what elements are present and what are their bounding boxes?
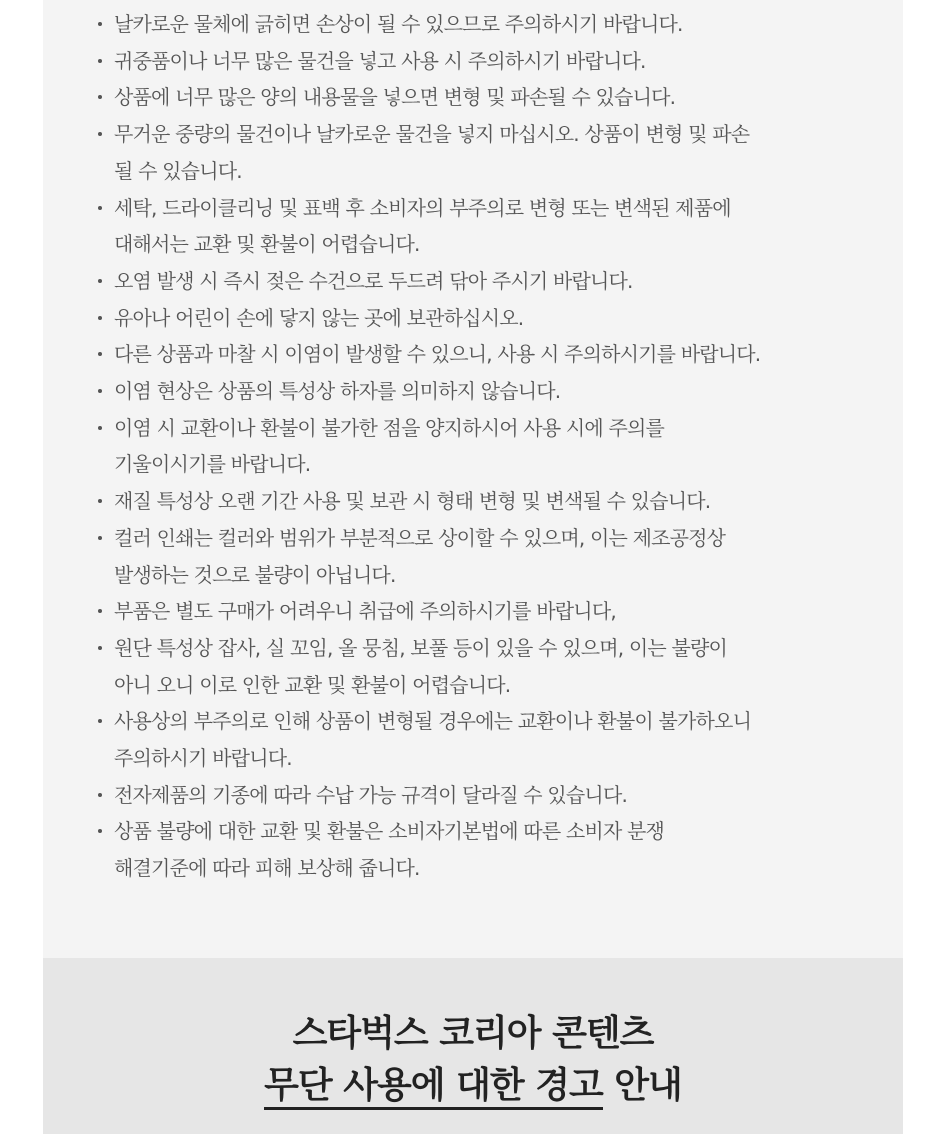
notice-item	[94, 777, 854, 814]
notice-item	[94, 6, 854, 43]
bullet-dot-icon	[98, 609, 102, 613]
notice-text-line: 이염 시 교환이나 환불이 불가한 점을 양지하시어 사용 시에 주의를	[114, 415, 665, 440]
bullet-dot-icon	[98, 206, 102, 210]
bullet-dot-icon	[98, 426, 102, 430]
notice-text-line: 상품에 너무 많은 양의 내용물을 넣으면 변형 및 파손될 수 있습니다.	[114, 85, 676, 110]
notice-text-line: 기울이시기를 바랍니다.	[114, 452, 311, 477]
notice-item	[94, 520, 854, 593]
notice-text-line: 사용상의 부주의로 인해 상품이 변형될 경우에는 교환이나 환불이 불가하오니	[114, 709, 752, 734]
notice-item	[94, 300, 854, 337]
notice-item	[94, 593, 854, 630]
bullet-dot-icon	[98, 389, 102, 393]
notice-item	[94, 410, 854, 483]
notice-item	[94, 116, 854, 189]
bullet-dot-icon	[98, 499, 102, 503]
notice-text-line: 세탁, 드라이클리닝 및 표백 후 소비자의 부주의로 변형 또는 변색된 제품에	[114, 195, 731, 220]
bullet-dot-icon	[98, 279, 102, 283]
notice-item	[94, 79, 854, 116]
notice-text-line: 다른 상품과 마찰 시 이염이 발생할 수 있으니, 사용 시 주의하시기를 바랍니다.	[114, 342, 761, 367]
warning-title-line-1: 스타벅스 코리아 콘텐츠	[292, 1013, 654, 1054]
notice-text-line: 날카로운 물체에 긁히면 손상이 될 수 있으므로 주의하시기 바랍니다.	[114, 12, 683, 36]
bullet-dot-icon	[98, 59, 102, 63]
bullet-dot-icon	[98, 352, 102, 356]
caution-notice-list	[94, 6, 854, 887]
notice-text-line: 상품 불량에 대한 교환 및 환불은 소비자기본법에 따른 소비자 분쟁	[114, 819, 665, 844]
notice-item	[94, 373, 854, 410]
notice-text-line: 귀중품이나 너무 많은 물건을 넣고 사용 시 주의하시기 바랍니다.	[114, 48, 646, 73]
warning-title	[43, 1008, 903, 1112]
bullet-dot-icon	[98, 132, 102, 136]
notice-text-line: 발생하는 것으로 불량이 아닙니다.	[114, 562, 396, 587]
notice-text-line: 주의하시기 바랍니다.	[114, 746, 292, 771]
notice-item	[94, 336, 854, 373]
notice-text-line: 오염 발생 시 즉시 젖은 수건으로 두드려 닦아 주시기 바랍니다.	[114, 268, 633, 293]
notice-item	[94, 483, 854, 520]
warning-title-line-2	[43, 1060, 903, 1112]
notice-text-line: 컬러 인쇄는 컬러와 범위가 부분적으로 상이할 수 있으며, 이는 제조공정상	[114, 525, 726, 550]
notice-text-line: 유아나 어린이 손에 닿지 않는 곳에 보관하십시오.	[114, 305, 524, 330]
notice-text-line: 전자제품의 기종에 따라 수납 가능 규격이 달라질 수 있습니다.	[114, 782, 628, 807]
notice-item	[94, 813, 854, 886]
bullet-dot-icon	[98, 316, 102, 320]
notice-text-line: 될 수 있습니다.	[114, 158, 242, 183]
warning-title-suffix: 안내	[602, 1065, 682, 1106]
notice-item	[94, 703, 854, 776]
notice-item	[94, 43, 854, 80]
notice-text-line: 무거운 중량의 물건이나 날카로운 물건을 넣지 마십시오. 상품이 변형 및 파손	[114, 122, 750, 147]
bullet-dot-icon	[98, 536, 102, 540]
notice-item	[94, 190, 854, 263]
bullet-dot-icon	[98, 95, 102, 99]
warning-title-underlined-text: 무단 사용에 대한 경고	[264, 1065, 603, 1110]
notice-text-line: 아니 오니 이로 인한 교환 및 환불이 어렵습니다.	[114, 672, 511, 697]
notice-text-line: 부품은 별도 구매가 어려우니 취급에 주의하시기를 바랍니다,	[114, 599, 616, 624]
warning-banner	[43, 958, 903, 1134]
notice-text-line: 대해서는 교환 및 환불이 어렵습니다.	[114, 232, 420, 257]
bullet-dot-icon	[98, 829, 102, 833]
bullet-dot-icon	[98, 22, 102, 26]
bullet-dot-icon	[98, 793, 102, 797]
bullet-dot-icon	[98, 719, 102, 723]
notice-text-line: 이염 현상은 상품의 특성상 하자를 의미하지 않습니다.	[114, 379, 561, 404]
bullet-dot-icon	[98, 646, 102, 650]
notice-text-line: 해결기준에 따라 피해 보상해 줍니다.	[114, 856, 420, 881]
notice-item	[94, 263, 854, 300]
notice-text-line: 재질 특성상 오랜 기간 사용 및 보관 시 형태 변형 및 변색될 수 있습니다.	[114, 489, 711, 514]
notice-text-line: 원단 특성상 잡사, 실 꼬임, 올 뭉침, 보풀 등이 있을 수 있으며, 이는 불량이	[114, 635, 728, 660]
notice-item	[94, 630, 854, 703]
